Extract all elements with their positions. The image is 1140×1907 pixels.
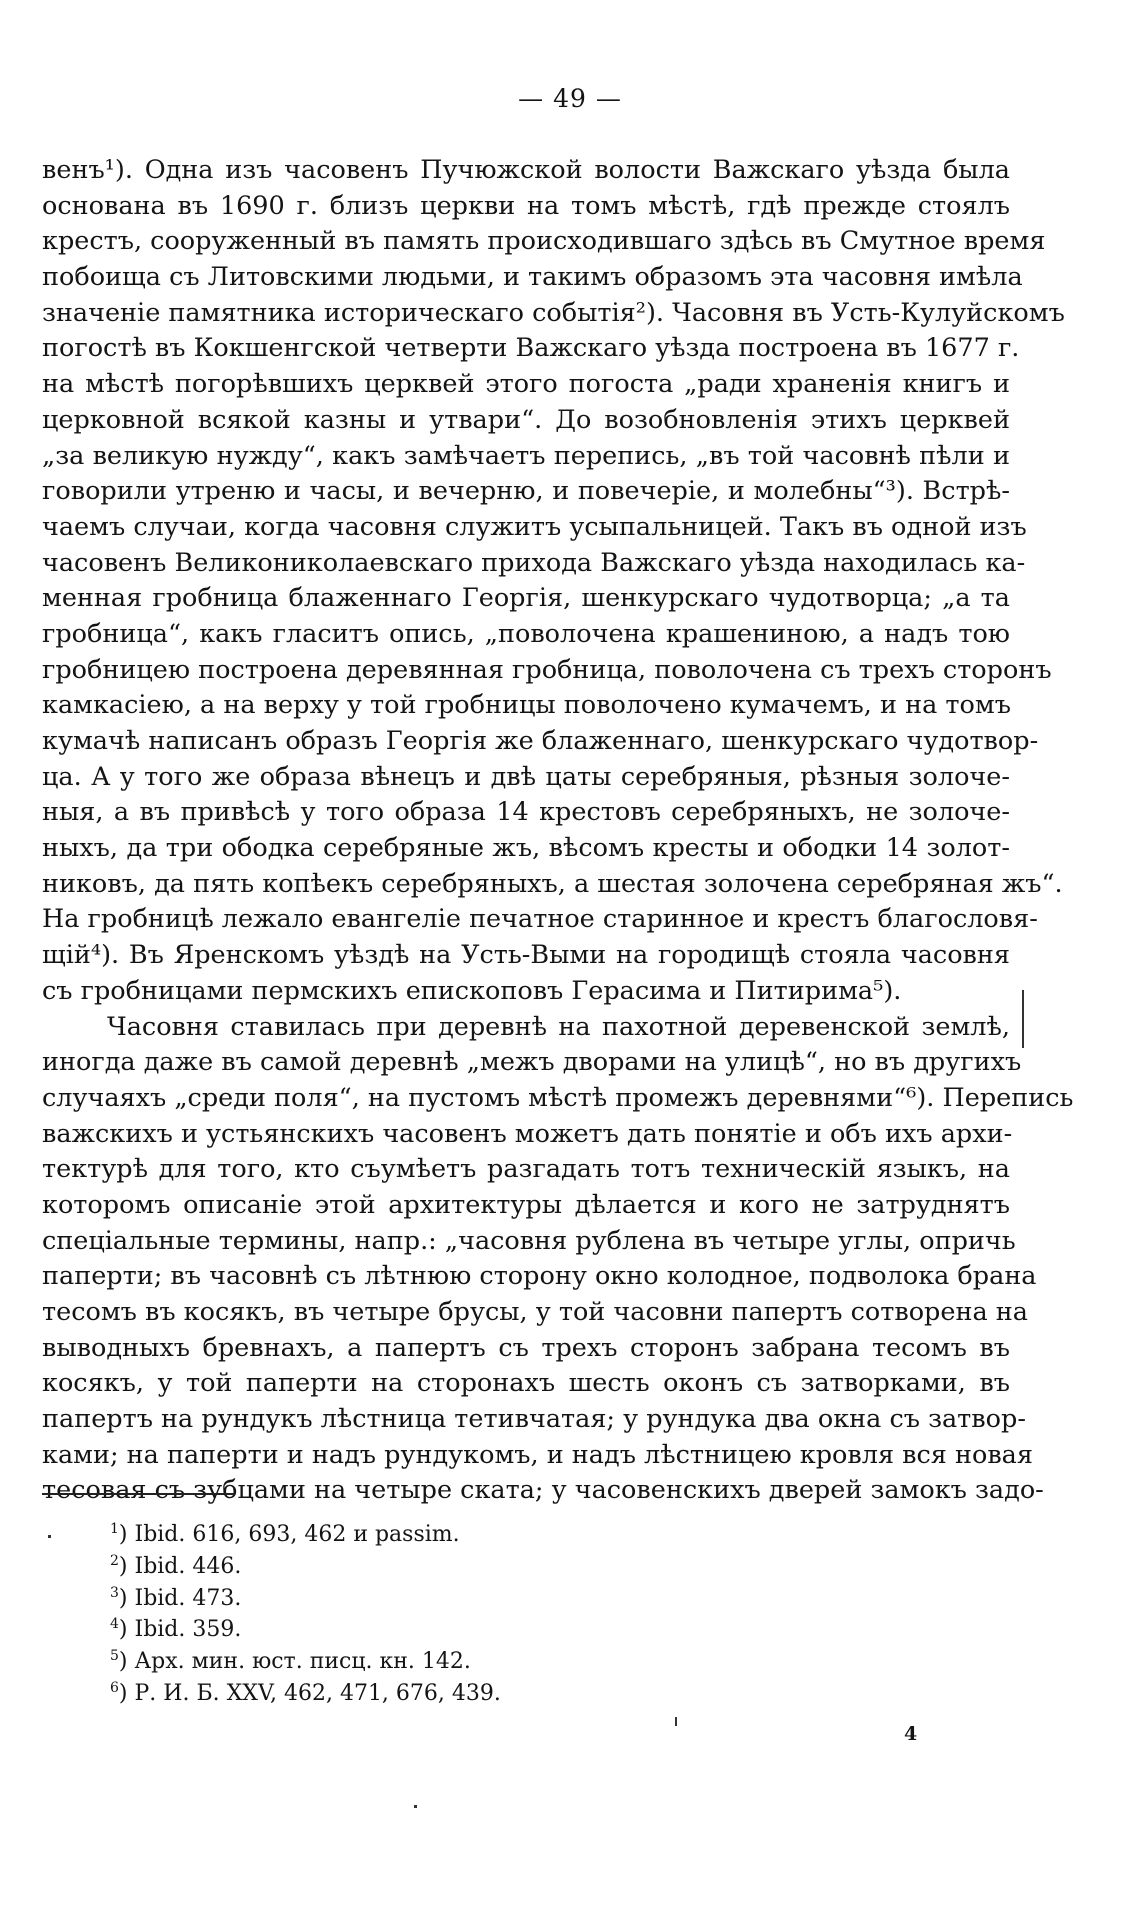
footnotes <box>110 1514 501 1705</box>
signature-mark: 4 <box>904 1723 918 1745</box>
footnote-marker: 2 <box>110 1552 119 1569</box>
footnote-marker: 5 <box>110 1648 119 1665</box>
body-text <box>42 153 1074 1509</box>
text-line: говорили утреню и часы, и вечерню, и повечеріе, и молебны“³). Встрѣ- <box>42 476 1010 507</box>
text-line: венъ¹). Одна изъ часовенъ Пучюжской волости Важскаго уѣзда была <box>42 155 1010 185</box>
text-line: случаяхъ „среди поля“, на пустомъ мѣстѣ промежъ деревнями“⁶). Перепись <box>42 1082 1074 1113</box>
text-line: чаемъ случаи, когда часовня служитъ усыпальницей. Такъ въ одной изъ <box>42 511 1027 542</box>
text-line: важскихъ и устьянскихъ часовенъ можетъ дать понятіе и объ ихъ архи- <box>42 1118 1013 1149</box>
footnote-text: Ibid. 359. <box>134 1617 242 1643</box>
text-line: съ гробницами пермскихъ епископовъ Герасима и Питирима⁵). <box>42 975 902 1006</box>
text-line: погостѣ въ Кокшенгской четверти Важскаго уѣзда построена въ 1677 г. <box>42 333 1020 364</box>
text-line: церковной всякой казны и утвари“. До возобновленія этихъ церквей <box>42 404 1010 435</box>
text-line: „за великую нужду“, какъ замѣчаетъ перепись, „въ той часовнѣ пѣли и <box>42 440 1010 471</box>
text-line: Часовня ставилась при деревнѣ на пахотной деревенской землѣ, <box>107 1011 1010 1042</box>
text-line: кумачѣ написанъ образъ Георгія же блаженнаго, шенкурскаго чудотвор- <box>42 726 1039 756</box>
text-line: На гробницѣ лежало евангеліе печатное старинное и крестъ благословя- <box>42 904 1038 935</box>
text-line: папертъ на рундукъ лѣстница тетивчатая; у рундука два окна съ затвор- <box>42 1404 1026 1435</box>
text-line: побоища съ Литовскими людьми, и такимъ образомъ эта часовня имѣла <box>42 262 1023 293</box>
footnote-text: Р. И. Б. XXV, 462, 471, 676, 439. <box>134 1680 501 1706</box>
text-line: значеніе памятника историческаго событія²). Часовня въ Усть-Кулуйскомъ <box>42 297 1065 328</box>
text-line: косякъ, у той паперти на сторонахъ шесть оконъ съ затворками, въ <box>42 1368 1010 1399</box>
text-line: ца. А у того же образа вѣнецъ и двѣ цаты серебряныя, рѣзныя золоче- <box>42 761 1010 792</box>
text-line: гробницею построена деревянная гробница, поволочена съ трехъ сторонъ <box>42 654 1052 685</box>
footnote: $^6$) Р. И. Б. XXV, 462, 471, 676, 439. <box>110 1679 501 1706</box>
paragraph-1 <box>42 153 1065 1010</box>
footnote: $^4$) Ibid. 359. <box>110 1616 242 1643</box>
text-line: которомъ описаніе этой архитектуры дѣлается и кого не затруднятъ <box>42 1189 1010 1220</box>
text-line: щій⁴). Въ Яренскомъ уѣздѣ на Усть-Выми на городищѣ стояла часовня <box>42 940 1010 971</box>
text-line: крестъ, сооруженный въ память происходившаго здѣсь въ Смутное время <box>42 226 1046 257</box>
footnote-marker: 6 <box>110 1679 119 1696</box>
text-line: ныхъ, да три ободка серебряные жъ, вѣсомъ кресты и ободки 14 золот- <box>42 833 1010 864</box>
text-line: ками; на паперти и надъ рундукомъ, и надъ лѣстницею кровля вся новая <box>42 1439 1033 1470</box>
text-line: никовъ, да пять копѣекъ серебряныхъ, а шестая золочена серебряная жъ“. <box>42 868 1063 899</box>
text-line: иногда даже въ самой деревнѣ „межъ дворами на улицѣ“, но въ другихъ <box>42 1047 1022 1078</box>
footnote: $^3$) Ibid. 473. <box>110 1584 242 1611</box>
page-number: — 49 — <box>518 84 622 113</box>
text-line: на мѣстѣ погорѣвшихъ церквей этого погоста „ради храненія книгъ и <box>42 369 1010 400</box>
text-line: менная гробница блаженнаго Георгія, шенкурскаго чудотворца; „а та <box>42 583 1010 614</box>
text-line: ныя, а въ привѣсѣ у того образа 14 крестовъ серебряныхъ, не золоче- <box>42 797 1010 828</box>
text-line: часовенъ Великониколаевскаго прихода Важскаго уѣзда находилась ка- <box>42 547 1026 578</box>
scan-speck <box>48 1535 51 1538</box>
text-line: спеціальные термины, напр.: „часовня рублена въ четыре углы, опричь <box>42 1225 1016 1256</box>
text-line: тесомъ въ косякъ, въ четыре брусы, у той часовни папертъ сотворена на <box>42 1297 1028 1327</box>
text-line: тесовая съ зубцами на четыре ската; у часовенскихъ дверей замокъ задо- <box>42 1475 1044 1506</box>
text-line: основана въ 1690 г. близъ церкви на томъ мѣстѣ, гдѣ прежде стоялъ <box>42 190 1010 221</box>
text-line: выводныхъ бревнахъ, а папертъ съ трехъ сторонъ забрана тесомъ въ <box>42 1332 1010 1363</box>
text-line: камкасіею, а на верху у той гробницы поволочено кумачемъ, и на томъ <box>42 690 1011 721</box>
footnote: $^2$) Ibid. 446. <box>110 1552 242 1579</box>
footnote-divider <box>42 1493 235 1495</box>
footnote-marker: 4 <box>110 1616 119 1633</box>
text-line: гробница“, какъ гласитъ опись, „поволочена крашениною, а надъ тою <box>42 618 1010 649</box>
text-line: тектурѣ для того, кто съумѣетъ разгадать тотъ техническій языкъ, на <box>42 1154 1010 1185</box>
scan-speck <box>675 1717 677 1726</box>
scan-speck <box>414 1805 417 1808</box>
footnote-text: Ibid. 446. <box>134 1553 242 1579</box>
paragraph-2 <box>42 1010 1074 1510</box>
scan-speck <box>1022 990 1024 1048</box>
footnote-text: Ibid. 473. <box>134 1585 242 1611</box>
footnote-text: Ibid. 616, 693, 462 и passim. <box>134 1522 460 1547</box>
footnote: $^5$) Арх. мин. юст. писц. кн. 142. <box>110 1648 471 1675</box>
text-line: паперти; въ часовнѣ съ лѣтнюю сторону окно колодное, подволока брана <box>42 1261 1037 1292</box>
footnote: $^1$) Ibid. 616, 693, 462 и passim. <box>110 1521 460 1547</box>
footnote-marker: 1 <box>110 1521 119 1537</box>
footnote-marker: 3 <box>110 1584 119 1601</box>
footnote-text: Арх. мин. юст. писц. кн. 142. <box>134 1649 471 1675</box>
